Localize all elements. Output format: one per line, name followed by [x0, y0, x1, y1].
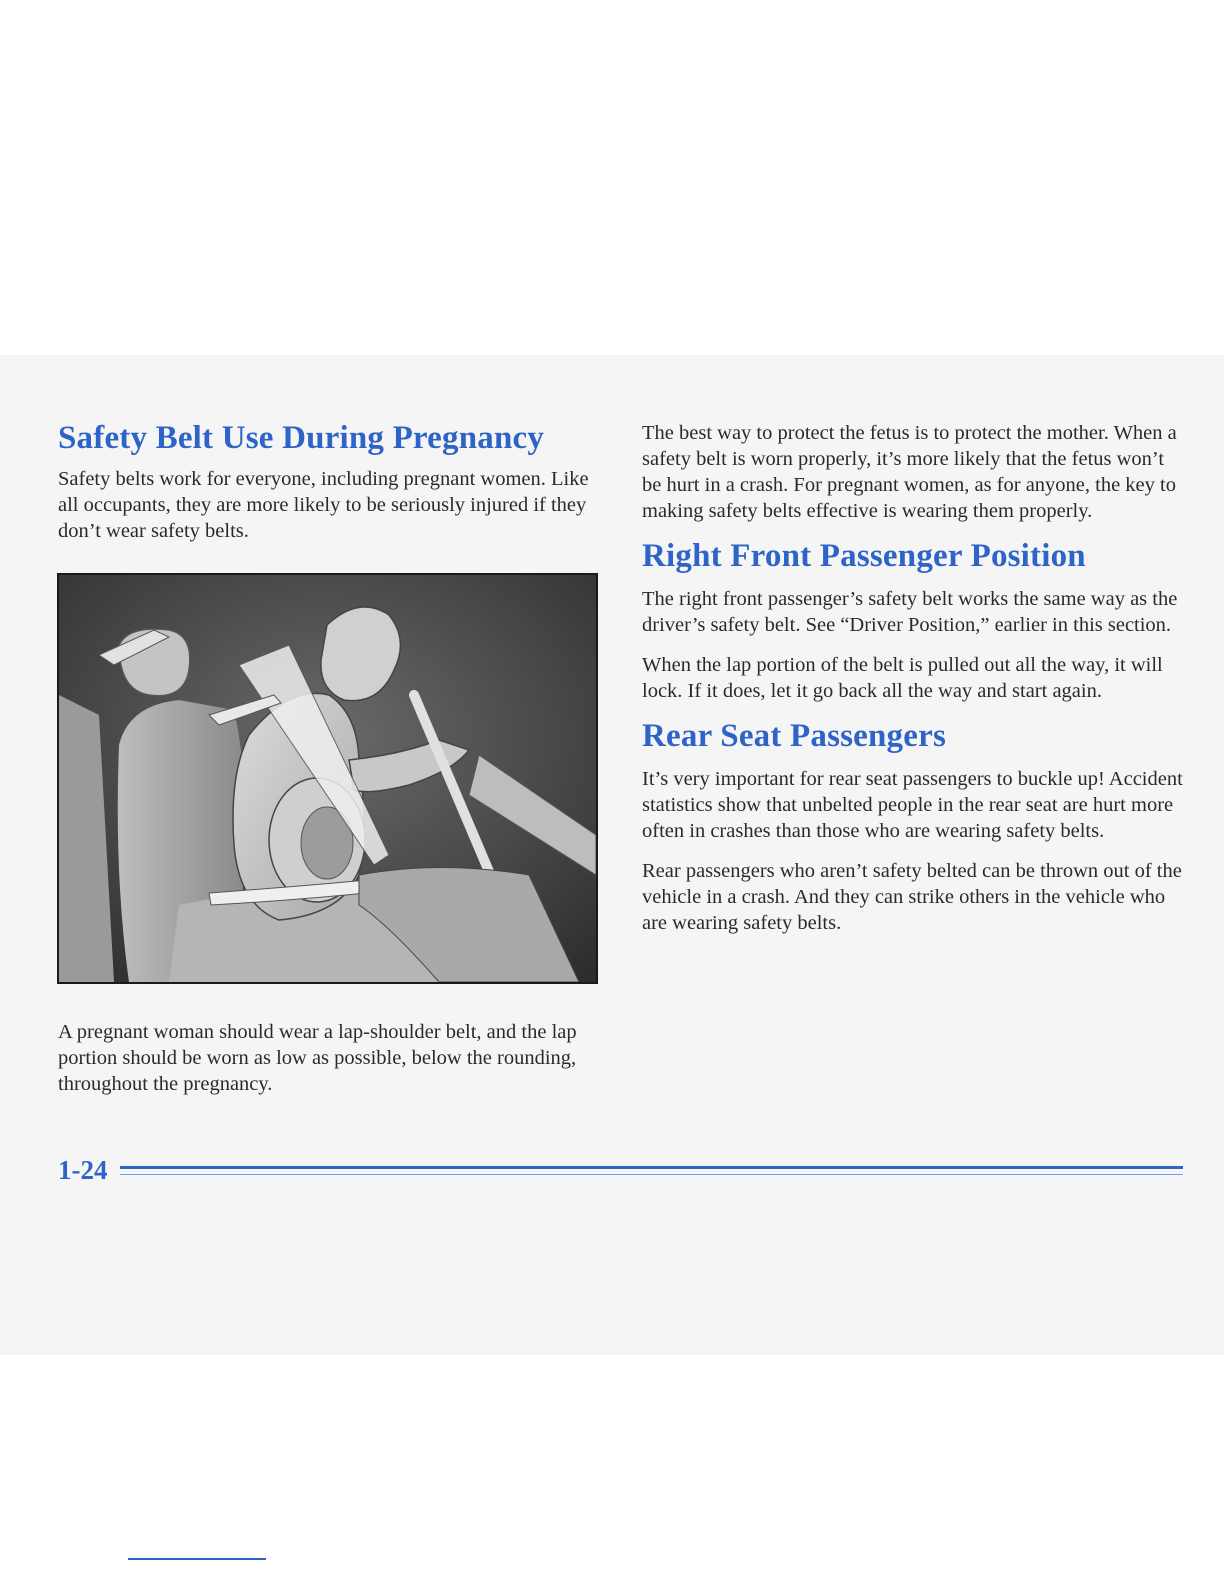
right-front-paragraph-2: When the lap portion of the belt is pulled out all the way, it will lock. If it does, let it go back all the way and start again.	[642, 653, 1163, 702]
section-heading-rear-seat: Rear Seat Passengers	[642, 717, 946, 754]
right-column	[642, 420, 1187, 936]
right-front-paragraph-1: The right front passenger’s safety belt works the same way as the driver’s safety belt. See “Driver Position,” earlier in this section.	[642, 587, 1178, 636]
footer-rule	[120, 1166, 1183, 1169]
section-heading-right-front-passenger: Right Front Passenger Position	[642, 538, 1086, 574]
rear-seat-paragraph-1: It’s very important for rear seat passengers to buckle up! Accident statistics show that unbelted people in the rear seat are hurt more often in crashes than those who are wearing safety belts.	[642, 767, 1183, 842]
fetus-protection-paragraph: The best way to protect the fetus is to protect the mother. When a safety belt is worn properly, it’s more likely that the fetus won’t be hurt in a crash. For pregnant women, as for anyone, the key to making safety belts effective is wearing them properly.	[642, 422, 1177, 522]
page-number: 1-24	[58, 1155, 108, 1185]
left-column	[58, 420, 603, 544]
footer-rule-thin	[120, 1174, 1183, 1175]
pregnant-woman-seatbelt-illustration	[57, 573, 598, 984]
intro-paragraph: Safety belts work for everyone, including pregnant women. Like all occupants, they are more likely to be seriously injured if they don’t wear safety belts.	[58, 467, 589, 542]
illustration-graphic	[59, 575, 596, 982]
section-heading-pregnancy: Safety Belt Use During Pregnancy	[58, 420, 545, 456]
figure-caption: A pregnant woman should wear a lap-shoulder belt, and the lap portion should be worn as low as possible, below the rounding, throughout the pregnancy.	[58, 1021, 577, 1095]
rear-seat-paragraph-2: Rear passengers who aren’t safety belted can be thrown out of the vehicle in a crash. And they can strike others in the vehicle who are wearing safety belts.	[642, 859, 1182, 934]
bottom-stray-rule	[128, 1558, 266, 1560]
